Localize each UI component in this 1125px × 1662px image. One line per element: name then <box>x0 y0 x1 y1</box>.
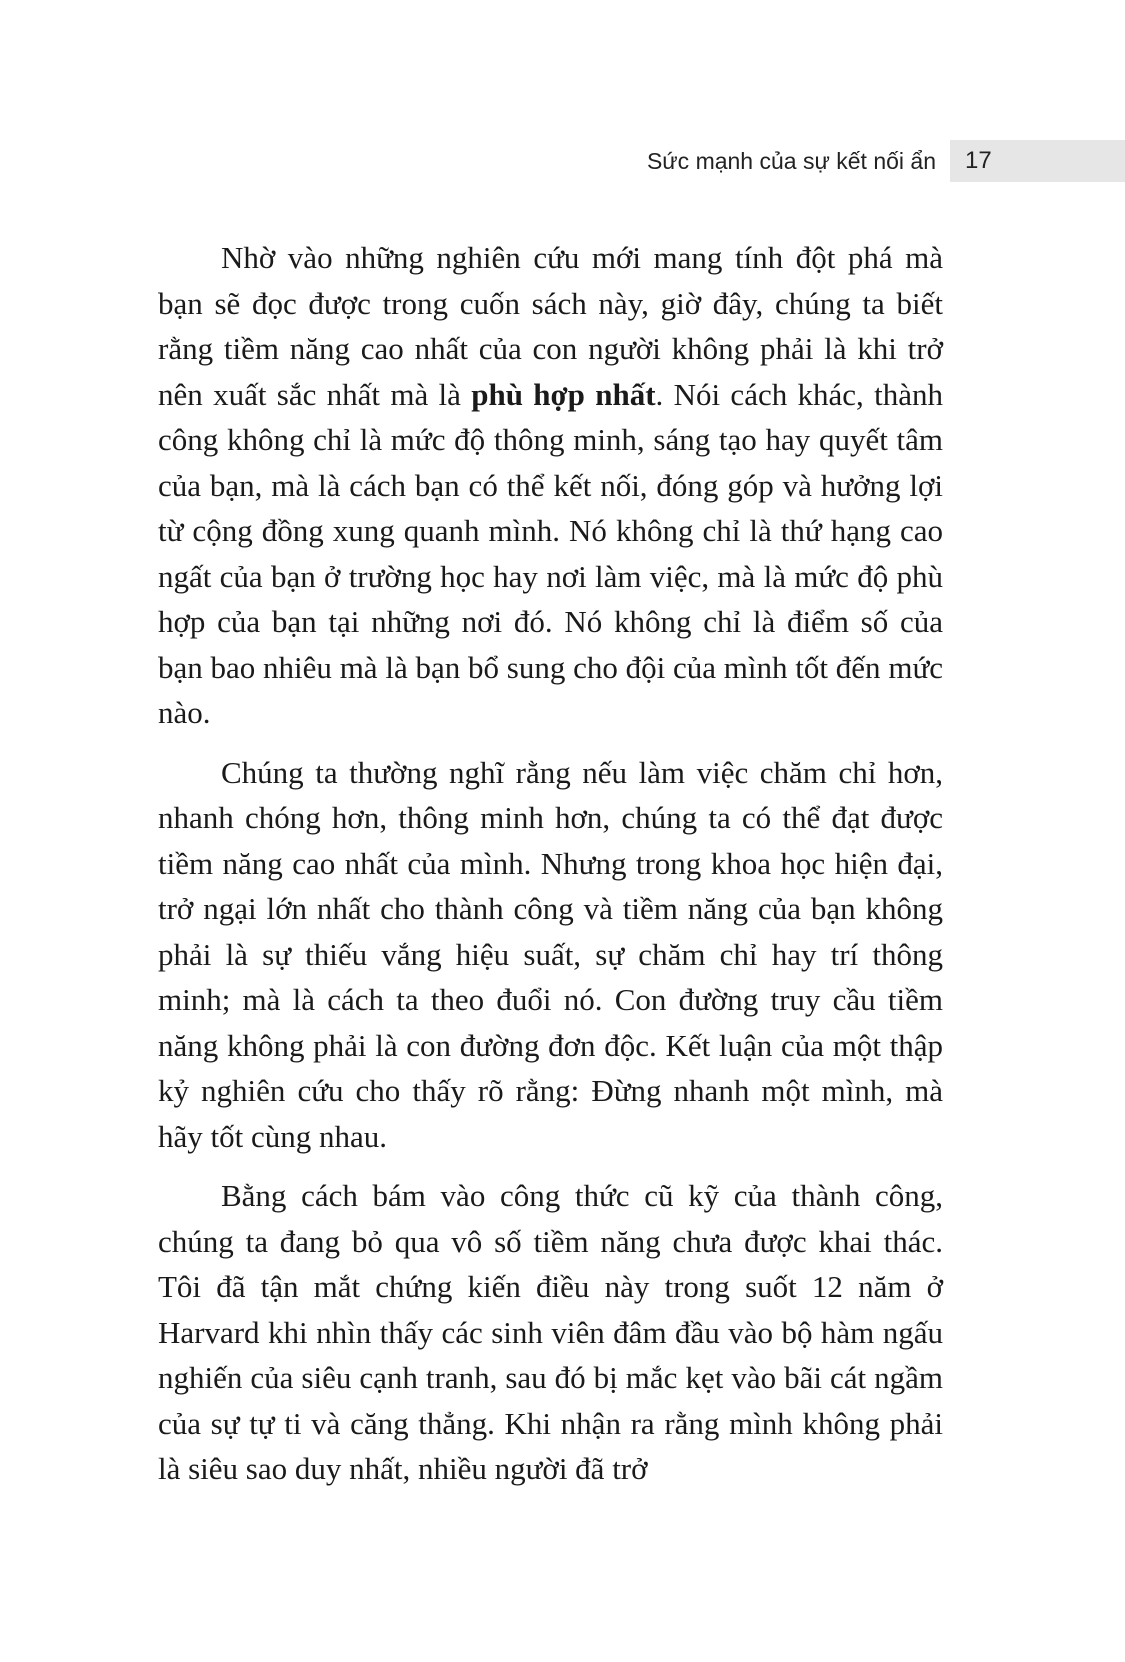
emphasis-text: phù hợp nhất <box>471 376 656 412</box>
paragraph-2: Chúng ta thường nghĩ rằng nếu làm việc chăm chỉ hơn, nhanh chóng hơn, thông minh hơn, chúng ta có thể đạt được tiềm năng cao nhất của mình. Nhưng trong khoa học hiện đại, trở ngại lớn nhất cho thành công và tiềm năng của bạn không phải là sự thiếu vắng hiệu suất, sự chăm chỉ hay trí thông minh; mà là cách ta theo đuổi nó. Con đường truy cầu tiềm năng không phải là con đường đơn độc. Kết luận của một thập kỷ nghiên cứu cho thấy rõ rằng: Đừng nhanh một mình, mà hãy tốt cùng nhau. <box>158 754 943 1154</box>
page-number-box <box>950 140 1125 182</box>
paragraph-1-after: . Nói cách khác, thành công không chỉ là mức độ thông minh, sáng tạo hay quyết tâm của bạn, mà là cách bạn có thể kết nối, đóng góp và hưởng lợi từ cộng đồng xung quanh mình. Nó không chỉ là thứ hạng cao ngất của bạn ở trường học hay nơi làm việc, mà là mức độ phù hợp của bạn tại những nơi đó. Nó không chỉ là điểm số của bạn bao nhiêu mà là bạn bổ sung cho đội của mình tốt đến mức nào. <box>158 376 943 730</box>
paragraph-1 <box>158 235 943 736</box>
chapter-title: Sức mạnh của sự kết nối ẩn <box>646 147 936 174</box>
paragraph-1-before: Nhờ vào những nghiên cứu mới mang tính đột phá mà bạn sẽ đọc được trong cuốn sách này, giờ đây, chúng ta biết rằng tiềm năng cao nhất của con người không phải là khi trở nên xuất sắc nhất mà là <box>158 240 943 412</box>
running-header <box>647 140 1125 182</box>
page-number: 17 <box>965 147 992 174</box>
body-text <box>158 235 943 1506</box>
paragraph-3: Bằng cách bám vào công thức cũ kỹ của thành công, chúng ta đang bỏ qua vô số tiềm năng chưa được khai thác. Tôi đã tận mắt chứng kiến điều này trong suốt 12 năm ở Harvard khi nhìn thấy các sinh viên đâm đầu vào bộ hàm ngấu nghiến của siêu cạnh tranh, sau đó bị mắc kẹt vào bãi cát ngầm của sự tự ti và căng thẳng. Khi nhận ra rằng mình không phải là siêu sao duy nhất, nhiều người đã trở <box>158 1178 943 1486</box>
